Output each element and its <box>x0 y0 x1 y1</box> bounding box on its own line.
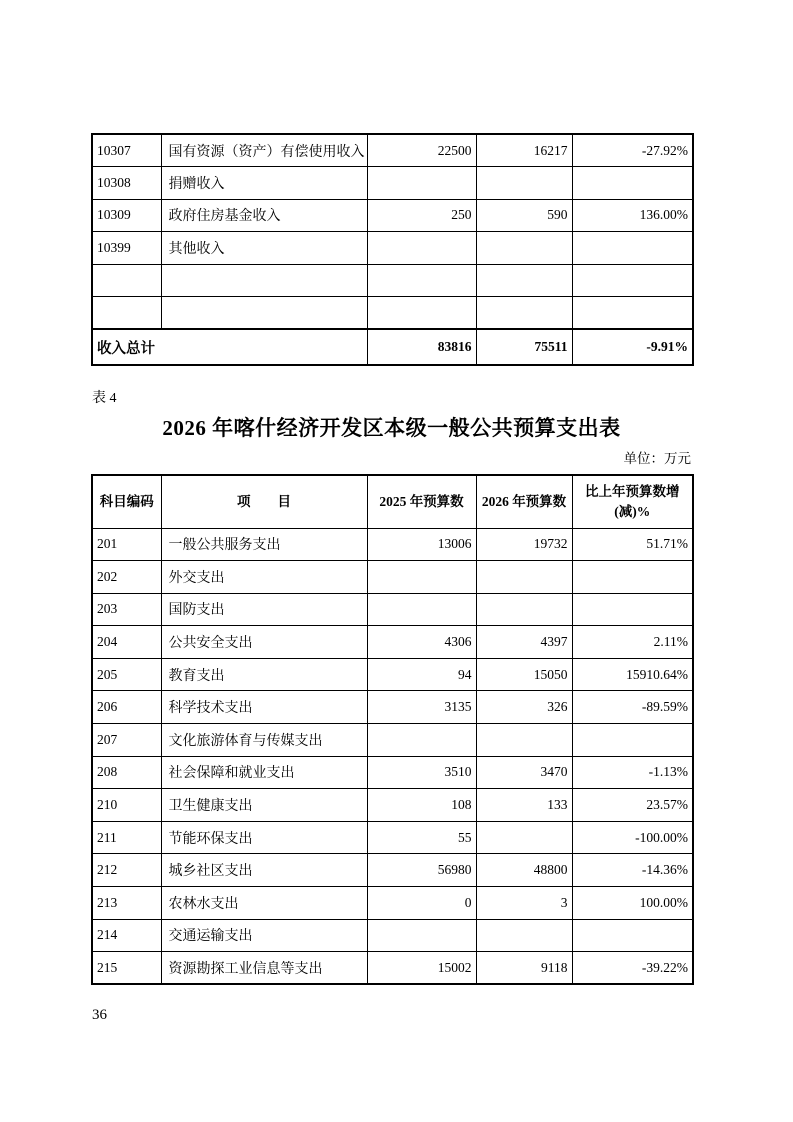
cell-code: 213 <box>92 887 161 920</box>
table-row <box>92 561 693 594</box>
cell-item <box>161 297 367 330</box>
table-row <box>92 952 693 985</box>
cell-item: 交通运输支出 <box>161 919 367 952</box>
cell-item: 资源勘探工业信息等支出 <box>161 952 367 985</box>
header-change-line1: 比上年预算数增 <box>585 484 680 500</box>
table-row <box>92 134 693 167</box>
cell-budget-2026 <box>476 821 572 854</box>
cell-budget-2025: 15002 <box>367 952 476 985</box>
cell-budget-2025: 56980 <box>367 854 476 887</box>
cell-change: -100.00% <box>572 821 693 854</box>
cell-item: 卫生健康支出 <box>161 789 367 822</box>
table-row <box>92 756 693 789</box>
cell-change: -1.13% <box>572 756 693 789</box>
expenditure-table <box>91 474 694 985</box>
cell-change: -27.92% <box>572 134 693 167</box>
cell-item: 国防支出 <box>161 593 367 626</box>
cell-change: 23.57% <box>572 789 693 822</box>
cell-item: 政府住房基金收入 <box>161 199 367 232</box>
header-row <box>92 475 693 528</box>
cell-budget-2025 <box>367 167 476 200</box>
table-row <box>92 821 693 854</box>
cell-change <box>572 724 693 757</box>
cell-budget-2025: 4306 <box>367 626 476 659</box>
cell-code: 212 <box>92 854 161 887</box>
table-row <box>92 854 693 887</box>
table-row <box>92 297 693 330</box>
cell-budget-2026: 16217 <box>476 134 572 167</box>
cell-item: 教育支出 <box>161 658 367 691</box>
cell-item: 城乡社区支出 <box>161 854 367 887</box>
cell-change <box>572 919 693 952</box>
cell-budget-2026 <box>476 297 572 330</box>
cell-item: 社会保障和就业支出 <box>161 756 367 789</box>
cell-budget-2025: 13006 <box>367 528 476 561</box>
cell-code: 211 <box>92 821 161 854</box>
cell-code: 215 <box>92 952 161 985</box>
cell-change: 51.71% <box>572 528 693 561</box>
cell-budget-2025: 250 <box>367 199 476 232</box>
header-budget-2026: 2026 年预算数 <box>476 475 572 528</box>
cell-item: 科学技术支出 <box>161 691 367 724</box>
cell-item: 农林水支出 <box>161 887 367 920</box>
cell-change: -89.59% <box>572 691 693 724</box>
cell-change <box>572 593 693 626</box>
cell-code <box>92 264 161 297</box>
cell-code: 207 <box>92 724 161 757</box>
header-item: 项 目 <box>161 475 367 528</box>
table-row <box>92 593 693 626</box>
header-code: 科目编码 <box>92 475 161 528</box>
cell-budget-2026: 590 <box>476 199 572 232</box>
cell-item: 一般公共服务支出 <box>161 528 367 561</box>
cell-code: 10307 <box>92 134 161 167</box>
cell-item: 外交支出 <box>161 561 367 594</box>
cell-code <box>92 297 161 330</box>
unit-note: 单位：万元 <box>623 451 691 466</box>
table-row <box>92 232 693 265</box>
cell-budget-2026: 48800 <box>476 854 572 887</box>
page-title: 2026 年喀什经济开发区本级一般公共预算支出表 <box>162 416 621 440</box>
cell-budget-2026: 19732 <box>476 528 572 561</box>
cell-change <box>572 561 693 594</box>
cell-budget-2025: 94 <box>367 658 476 691</box>
table-row <box>92 789 693 822</box>
cell-budget-2026: 4397 <box>476 626 572 659</box>
cell-change <box>572 232 693 265</box>
cell-budget-2025: 83816 <box>367 329 476 365</box>
cell-budget-2025: 3135 <box>367 691 476 724</box>
cell-budget-2026 <box>476 561 572 594</box>
table-row <box>92 919 693 952</box>
cell-budget-2026: 3470 <box>476 756 572 789</box>
cell-budget-2025 <box>367 561 476 594</box>
table-row <box>92 887 693 920</box>
cell-budget-2026: 9118 <box>476 952 572 985</box>
cell-item: 公共安全支出 <box>161 626 367 659</box>
table-4-label: 表 4 <box>92 391 117 406</box>
cell-total-label: 收入总计 <box>92 329 367 365</box>
cell-budget-2025 <box>367 232 476 265</box>
cell-budget-2025: 0 <box>367 887 476 920</box>
table-row <box>92 691 693 724</box>
table-row <box>92 167 693 200</box>
cell-budget-2025 <box>367 919 476 952</box>
cell-change: 136.00% <box>572 199 693 232</box>
cell-code: 203 <box>92 593 161 626</box>
cell-code: 206 <box>92 691 161 724</box>
header-change-line2: (减)% <box>614 503 651 519</box>
table-row <box>92 724 693 757</box>
cell-code: 201 <box>92 528 161 561</box>
cell-budget-2026: 133 <box>476 789 572 822</box>
table-row <box>92 199 693 232</box>
page-number: 36 <box>92 1007 107 1023</box>
cell-budget-2025: 55 <box>367 821 476 854</box>
cell-code: 10399 <box>92 232 161 265</box>
cell-change: -39.22% <box>572 952 693 985</box>
cell-change: 100.00% <box>572 887 693 920</box>
cell-budget-2026: 75511 <box>476 329 572 365</box>
revenue-table <box>91 133 694 366</box>
cell-change <box>572 264 693 297</box>
cell-item <box>161 264 367 297</box>
cell-budget-2026 <box>476 593 572 626</box>
cell-change: -9.91% <box>572 329 693 365</box>
cell-budget-2026 <box>476 919 572 952</box>
cell-budget-2026: 15050 <box>476 658 572 691</box>
cell-budget-2026 <box>476 264 572 297</box>
cell-code: 205 <box>92 658 161 691</box>
cell-code: 10309 <box>92 199 161 232</box>
header-change <box>572 475 693 528</box>
cell-change <box>572 297 693 330</box>
cell-budget-2025 <box>367 297 476 330</box>
cell-code: 204 <box>92 626 161 659</box>
table-row <box>92 658 693 691</box>
cell-budget-2026: 3 <box>476 887 572 920</box>
cell-budget-2026 <box>476 232 572 265</box>
cell-change <box>572 167 693 200</box>
cell-budget-2025 <box>367 264 476 297</box>
cell-item: 文化旅游体育与传媒支出 <box>161 724 367 757</box>
cell-code: 210 <box>92 789 161 822</box>
cell-code: 10308 <box>92 167 161 200</box>
cell-code: 214 <box>92 919 161 952</box>
cell-budget-2025 <box>367 593 476 626</box>
cell-change: -14.36% <box>572 854 693 887</box>
cell-item: 捐赠收入 <box>161 167 367 200</box>
cell-budget-2025: 22500 <box>367 134 476 167</box>
cell-budget-2026 <box>476 167 572 200</box>
total-row <box>92 329 693 365</box>
cell-budget-2026 <box>476 724 572 757</box>
header-budget-2025: 2025 年预算数 <box>367 475 476 528</box>
table-row <box>92 528 693 561</box>
table-row <box>92 626 693 659</box>
cell-item: 其他收入 <box>161 232 367 265</box>
cell-change: 2.11% <box>572 626 693 659</box>
cell-budget-2025 <box>367 724 476 757</box>
cell-item: 国有资源（资产）有偿使用收入 <box>161 134 367 167</box>
cell-change: 15910.64% <box>572 658 693 691</box>
cell-budget-2025: 3510 <box>367 756 476 789</box>
cell-code: 202 <box>92 561 161 594</box>
table-row <box>92 264 693 297</box>
cell-item: 节能环保支出 <box>161 821 367 854</box>
cell-budget-2026: 326 <box>476 691 572 724</box>
cell-code: 208 <box>92 756 161 789</box>
cell-budget-2025: 108 <box>367 789 476 822</box>
